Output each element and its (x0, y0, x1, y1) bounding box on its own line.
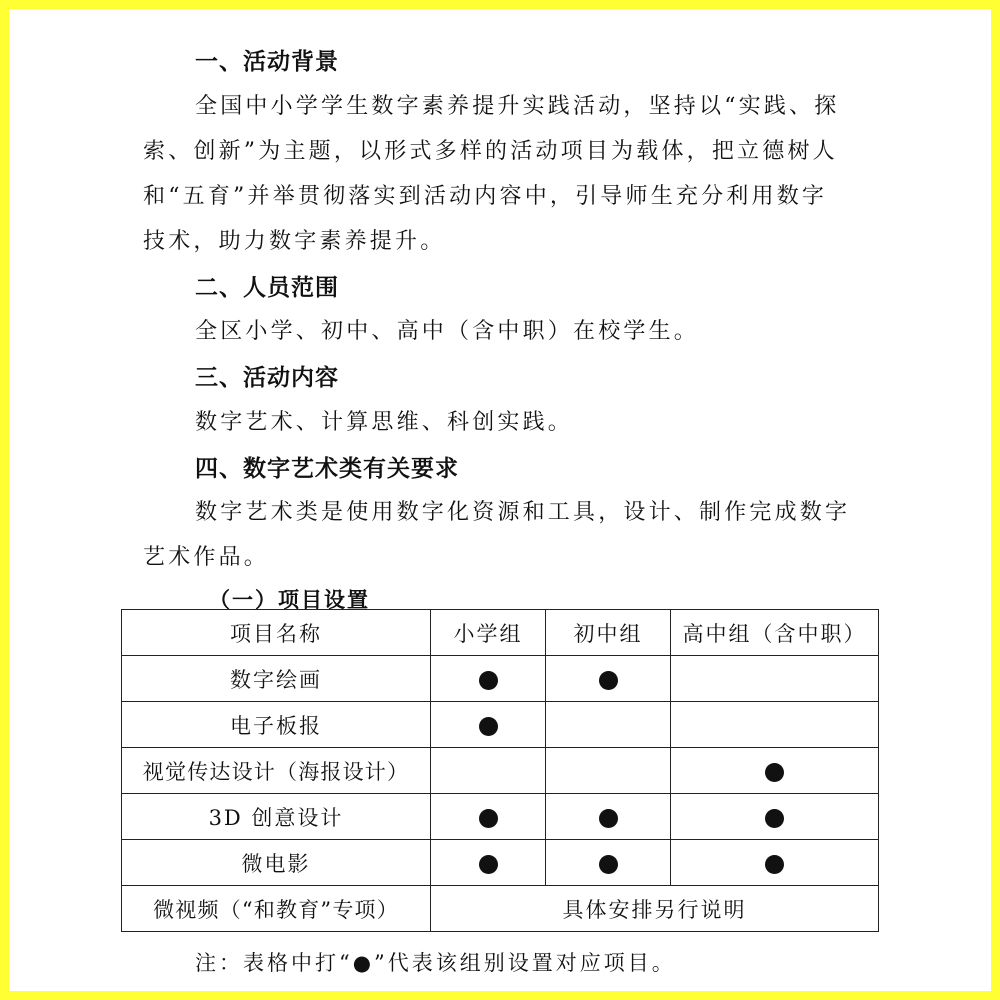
mark-cell (546, 794, 671, 840)
row-project-name: 视觉传达设计（海报设计） (122, 748, 431, 794)
mark-cell (671, 702, 879, 748)
mark-cell (431, 794, 546, 840)
mark-cell (546, 840, 671, 886)
scope-text: 全区小学、初中、高中（含中职）在校学生。 (195, 319, 700, 344)
table-row (122, 748, 879, 794)
bullet-mark-icon (765, 763, 784, 782)
content-text: 数字艺术、计算思维、科创实践。 (195, 410, 574, 435)
mark-cell (431, 748, 546, 794)
requirements-line-1: 数字艺术类是使用数字化资源和工具，设计、制作完成数字 (195, 500, 851, 525)
mark-cell (431, 702, 546, 748)
special-row-note: 具体安排另行说明 (431, 886, 879, 932)
mark-cell (431, 840, 546, 886)
row-project-name: 数字绘画 (122, 656, 431, 702)
header-project-name: 项目名称 (122, 610, 431, 656)
background-line-4: 技术，助力数字素养提升。 (143, 229, 446, 254)
bullet-mark-icon (599, 671, 618, 690)
table-row (122, 656, 879, 702)
project-setup-table (121, 609, 879, 932)
bullet-mark-icon (765, 855, 784, 874)
section-title-scope: 二、人员范围 (195, 275, 339, 301)
mark-cell (671, 794, 879, 840)
table-footnote: 注：表格中打“●”代表该组别设置对应项目。 (195, 951, 676, 975)
row-project-name: 电子板报 (122, 702, 431, 748)
mark-cell (546, 702, 671, 748)
section-title-background: 一、活动背景 (195, 49, 339, 75)
section-title-requirements: 四、数字艺术类有关要求 (195, 456, 459, 482)
table-row (122, 840, 879, 886)
background-line-1: 全国中小学学生数字素养提升实践活动，坚持以“实践、探 (195, 94, 840, 119)
mark-cell (546, 748, 671, 794)
row-project-name: 3D 创意设计 (122, 794, 431, 840)
header-primary-group: 小学组 (431, 610, 546, 656)
bullet-mark-icon (765, 809, 784, 828)
requirements-line-2: 艺术作品。 (143, 545, 270, 570)
row-project-name: 微视频（“和教育”专项） (122, 886, 431, 932)
row-project-name: 微电影 (122, 840, 431, 886)
bullet-mark-icon (479, 717, 498, 736)
background-line-2: 索、创新”为主题，以形式多样的活动项目为载体，把立德树人 (143, 139, 838, 164)
document-page (9, 9, 991, 991)
bullet-mark-icon (479, 671, 498, 690)
section-subtitle-project-setup: （一）项目设置 (209, 588, 370, 612)
bullet-mark-icon (599, 809, 618, 828)
table-row (122, 794, 879, 840)
mark-cell (671, 748, 879, 794)
header-junior-group: 初中组 (546, 610, 671, 656)
table-header-row (122, 610, 879, 656)
table-row-special (122, 886, 879, 932)
table-row (122, 702, 879, 748)
section-title-content: 三、活动内容 (195, 365, 339, 391)
bullet-mark-icon (599, 855, 618, 874)
mark-cell (546, 656, 671, 702)
header-senior-group: 高中组（含中职） (671, 610, 879, 656)
mark-cell (431, 656, 546, 702)
bullet-mark-icon (479, 855, 498, 874)
bullet-mark-icon (479, 809, 498, 828)
background-line-3: 和“五育”并举贯彻落实到活动内容中，引导师生充分利用数字 (143, 184, 828, 209)
mark-cell (671, 840, 879, 886)
mark-cell (671, 656, 879, 702)
